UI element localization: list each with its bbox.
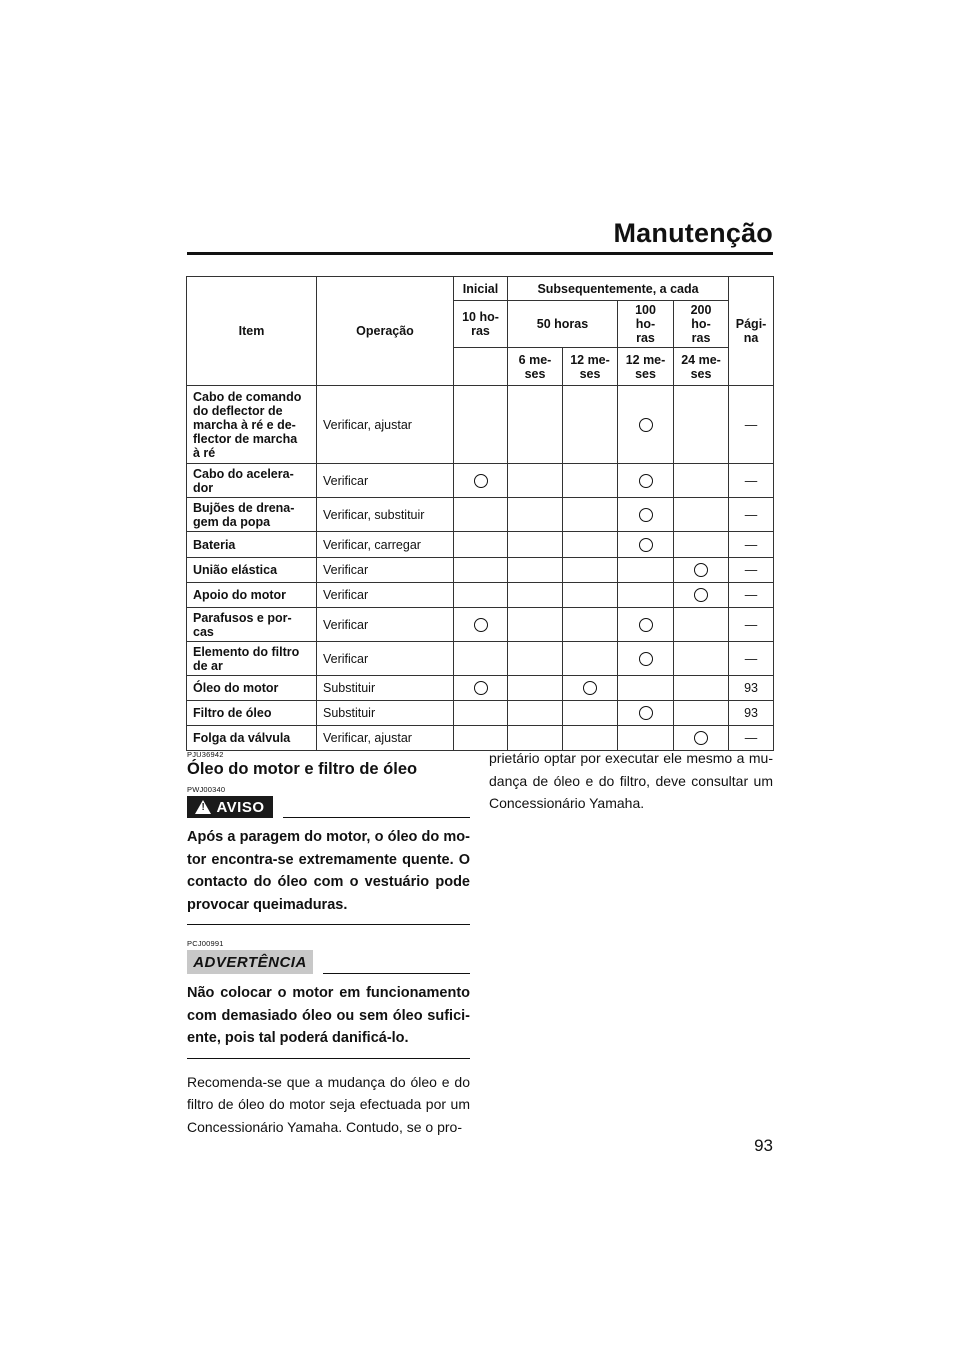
maintenance-table bbox=[186, 276, 774, 751]
row-page: — bbox=[729, 464, 774, 498]
row-item: Bujões de drena- gem da popa bbox=[187, 498, 317, 532]
row-interval-cell bbox=[618, 608, 674, 642]
circle-mark-icon bbox=[639, 418, 653, 432]
right-column bbox=[489, 747, 773, 815]
table-row bbox=[187, 558, 774, 583]
row-interval-cell bbox=[508, 558, 563, 583]
row-operation: Verificar, substituir bbox=[317, 498, 454, 532]
row-item: Elemento do filtro de ar bbox=[187, 642, 317, 676]
circle-mark-icon bbox=[694, 731, 708, 745]
advertencia-text: Não colocar o motor em funcionamento com demasiado óleo ou sem óleo sufici- ente, pois tal poderá danificá-lo. bbox=[187, 982, 470, 1059]
row-page: — bbox=[729, 532, 774, 558]
row-interval-cell bbox=[618, 498, 674, 532]
row-interval-cell bbox=[508, 608, 563, 642]
row-item: Parafusos e por- cas bbox=[187, 608, 317, 642]
row-interval-cell bbox=[563, 676, 618, 701]
page-number: 93 bbox=[754, 1136, 773, 1155]
row-interval-cell bbox=[563, 498, 618, 532]
row-item: Filtro de óleo bbox=[187, 701, 317, 726]
col-header-50h: 50 horas bbox=[508, 301, 618, 348]
circle-mark-icon bbox=[474, 681, 488, 695]
col-header-blank bbox=[454, 348, 508, 386]
row-page: — bbox=[729, 386, 774, 464]
circle-mark-icon bbox=[639, 474, 653, 488]
row-interval-cell bbox=[674, 558, 729, 583]
circle-mark-icon bbox=[639, 706, 653, 720]
row-interval-cell bbox=[508, 642, 563, 676]
col-header-10h: 10 ho- ras bbox=[454, 301, 508, 348]
circle-mark-icon bbox=[474, 474, 488, 488]
row-interval-cell bbox=[454, 386, 508, 464]
row-interval-cell bbox=[454, 532, 508, 558]
row-interval-cell bbox=[454, 701, 508, 726]
col-header-12m-b: 12 me- ses bbox=[618, 348, 674, 386]
circle-mark-icon bbox=[474, 618, 488, 632]
row-interval-cell bbox=[618, 558, 674, 583]
row-interval-cell bbox=[618, 701, 674, 726]
advertencia-header bbox=[187, 950, 470, 974]
row-operation: Verificar bbox=[317, 558, 454, 583]
row-operation: Verificar bbox=[317, 464, 454, 498]
body-paragraph-right: prietário optar por executar ele mesmo a mu- dança de óleo e do filtro, deve consultar um Concessionário Yamaha. bbox=[489, 750, 773, 811]
row-item: Apoio do motor bbox=[187, 583, 317, 608]
row-operation: Verificar bbox=[317, 642, 454, 676]
left-column bbox=[187, 750, 470, 1138]
row-item: Cabo do acelera- dor bbox=[187, 464, 317, 498]
section-title: Óleo do motor e filtro de óleo bbox=[187, 760, 418, 778]
row-interval-cell bbox=[563, 583, 618, 608]
circle-mark-icon bbox=[639, 652, 653, 666]
section-code: PJU36942 bbox=[187, 750, 224, 759]
warning-triangle-icon bbox=[195, 800, 211, 814]
col-header-operacao: Operação bbox=[317, 277, 454, 386]
aviso-label: AVISO bbox=[216, 798, 265, 816]
row-interval-cell bbox=[454, 558, 508, 583]
table-row bbox=[187, 532, 774, 558]
row-operation: Verificar, ajustar bbox=[317, 726, 454, 751]
col-header-subsequente: Subsequentemente, a cada bbox=[508, 277, 729, 301]
table-row bbox=[187, 701, 774, 726]
row-interval-cell bbox=[454, 676, 508, 701]
circle-mark-icon bbox=[694, 563, 708, 577]
col-header-6m: 6 me- ses bbox=[508, 348, 563, 386]
aviso-badge bbox=[187, 796, 273, 818]
row-interval-cell bbox=[674, 583, 729, 608]
row-page: — bbox=[729, 558, 774, 583]
row-page: — bbox=[729, 608, 774, 642]
aviso-text: Após a paragem do motor, o óleo do mo- tor encontra-se extremamente quente. O contacto do óleo com o vestuário pode provocar queimaduras. bbox=[187, 826, 470, 925]
page-title: Manutenção bbox=[613, 218, 773, 248]
row-interval-cell bbox=[618, 532, 674, 558]
row-interval-cell bbox=[563, 558, 618, 583]
table-row bbox=[187, 386, 774, 464]
table-row bbox=[187, 498, 774, 532]
row-interval-cell bbox=[674, 386, 729, 464]
row-interval-cell bbox=[674, 464, 729, 498]
table-row bbox=[187, 676, 774, 701]
row-interval-cell bbox=[618, 386, 674, 464]
body-paragraph-left: Recomenda-se que a mudança do óleo e do filtro de óleo do motor seja efectuada por um Concessionário Yamaha. Contudo, se o pro- bbox=[187, 1073, 470, 1135]
row-page: — bbox=[729, 726, 774, 751]
row-interval-cell bbox=[674, 642, 729, 676]
row-interval-cell bbox=[508, 386, 563, 464]
row-interval-cell bbox=[618, 464, 674, 498]
row-interval-cell bbox=[563, 532, 618, 558]
header-rule bbox=[187, 252, 773, 255]
row-interval-cell bbox=[508, 532, 563, 558]
table-row bbox=[187, 642, 774, 676]
row-interval-cell bbox=[454, 608, 508, 642]
row-item: União elástica bbox=[187, 558, 317, 583]
aviso-header bbox=[187, 796, 470, 818]
row-item: Folga da válvula bbox=[187, 726, 317, 751]
row-interval-cell bbox=[618, 642, 674, 676]
row-interval-cell bbox=[508, 464, 563, 498]
row-interval-cell bbox=[563, 608, 618, 642]
row-interval-cell bbox=[563, 386, 618, 464]
col-header-item: Item bbox=[187, 277, 317, 386]
row-page: — bbox=[729, 498, 774, 532]
row-interval-cell bbox=[563, 701, 618, 726]
row-interval-cell bbox=[618, 583, 674, 608]
table-row bbox=[187, 608, 774, 642]
row-page: — bbox=[729, 583, 774, 608]
row-interval-cell bbox=[674, 498, 729, 532]
row-interval-cell bbox=[674, 608, 729, 642]
row-interval-cell bbox=[563, 464, 618, 498]
col-header-12m-a: 12 me- ses bbox=[563, 348, 618, 386]
advertencia-code: PCJ00991 bbox=[187, 939, 224, 948]
row-interval-cell bbox=[508, 498, 563, 532]
col-header-200h: 200 ho- ras bbox=[674, 301, 729, 348]
circle-mark-icon bbox=[694, 588, 708, 602]
row-page: — bbox=[729, 642, 774, 676]
circle-mark-icon bbox=[639, 618, 653, 632]
aviso-rule bbox=[283, 816, 470, 818]
row-operation: Verificar bbox=[317, 583, 454, 608]
row-item: Bateria bbox=[187, 532, 317, 558]
row-interval-cell bbox=[674, 701, 729, 726]
circle-mark-icon bbox=[639, 508, 653, 522]
row-interval-cell bbox=[563, 642, 618, 676]
row-interval-cell bbox=[454, 498, 508, 532]
row-operation: Substituir bbox=[317, 701, 454, 726]
row-page: 93 bbox=[729, 701, 774, 726]
maintenance-table-body bbox=[187, 386, 774, 751]
row-interval-cell bbox=[454, 464, 508, 498]
row-operation: Verificar, ajustar bbox=[317, 386, 454, 464]
row-interval-cell bbox=[508, 583, 563, 608]
row-item: Cabo de comando do deflector de marcha à ré e de- flector de marcha à ré bbox=[187, 386, 317, 464]
col-header-24m: 24 me- ses bbox=[674, 348, 729, 386]
row-interval-cell bbox=[618, 676, 674, 701]
row-interval-cell bbox=[454, 642, 508, 676]
table-row bbox=[187, 464, 774, 498]
row-interval-cell bbox=[454, 583, 508, 608]
row-operation: Verificar bbox=[317, 608, 454, 642]
row-interval-cell bbox=[674, 676, 729, 701]
row-operation: Substituir bbox=[317, 676, 454, 701]
row-interval-cell bbox=[508, 701, 563, 726]
col-header-inicial: Inicial bbox=[454, 277, 508, 301]
row-page: 93 bbox=[729, 676, 774, 701]
aviso-code: PWJ00340 bbox=[187, 785, 226, 794]
table-row bbox=[187, 583, 774, 608]
circle-mark-icon bbox=[639, 538, 653, 552]
col-header-pagina: Pági- na bbox=[729, 277, 774, 386]
circle-mark-icon bbox=[583, 681, 597, 695]
row-item: Óleo do motor bbox=[187, 676, 317, 701]
advertencia-badge: ADVERTÊNCIA bbox=[187, 950, 313, 974]
advertencia-rule bbox=[323, 972, 470, 974]
col-header-100h: 100 ho- ras bbox=[618, 301, 674, 348]
row-interval-cell bbox=[674, 532, 729, 558]
row-operation: Verificar, carregar bbox=[317, 532, 454, 558]
row-interval-cell bbox=[508, 676, 563, 701]
